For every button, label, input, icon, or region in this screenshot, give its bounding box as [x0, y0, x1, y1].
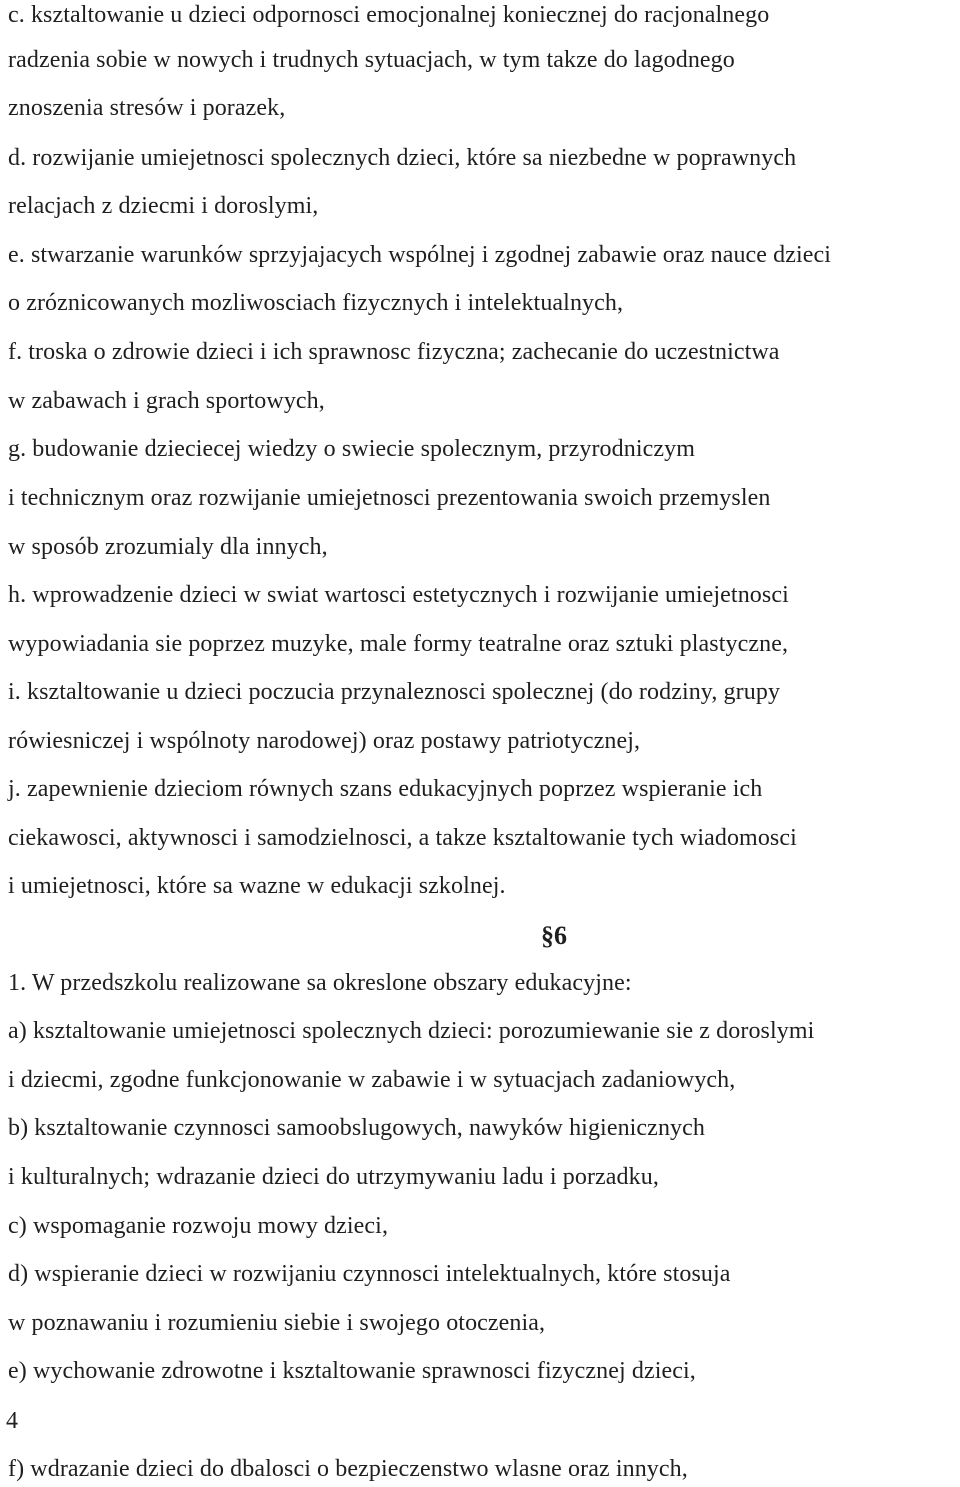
- section-sign-icon: §: [541, 921, 554, 950]
- text-line: b) ksztaltowanie czynnosci samoobslugowych, nawyków higienicznych: [8, 1115, 705, 1141]
- text-line: rówiesniczej i wspólnoty narodowej) oraz postawy patriotycznej,: [8, 728, 641, 754]
- text-line: wypowiadania sie poprzez muzyke, male formy teatralne oraz sztuki plastyczne,: [8, 631, 789, 657]
- text-line: d. rozwijanie umiejetnosci spolecznych dzieci, które sa niezbedne w poprawnych: [8, 145, 797, 171]
- section-number: 6: [554, 921, 567, 950]
- text-line: c. ksztaltowanie u dzieci odpornosci emocjonalnej koniecznej do racjonalnego: [8, 2, 770, 28]
- text-line: f) wdrazanie dzieci do dbalosci o bezpieczenstwo wlasne oraz innych,: [8, 1456, 688, 1482]
- text-line: ciekawosci, aktywnosci i samodzielnosci, a takze ksztaltowanie tych wiadomosci: [8, 825, 797, 851]
- text-line: znoszenia stresów i porazek,: [8, 95, 286, 121]
- text-line: radzenia sobie w nowych i trudnych sytuacjach, w tym takze do lagodnego: [8, 47, 735, 73]
- text-line: o zróznicowanych mozliwosciach fizycznych i intelektualnych,: [8, 290, 624, 316]
- page-number: 4: [6, 1408, 18, 1434]
- text-line: d) wspieranie dzieci w rozwijaniu czynnosci intelektualnych, które stosuja: [8, 1261, 731, 1287]
- text-line: i kulturalnych; wdrazanie dzieci do utrzymywaniu ladu i porzadku,: [8, 1164, 659, 1190]
- text-line: w zabawach i grach sportowych,: [8, 388, 325, 414]
- text-line: e) wychowanie zdrowotne i ksztaltowanie sprawnosci fizycznej dzieci,: [8, 1358, 696, 1384]
- text-line: i umiejetnosci, które sa wazne w edukacji szkolnej.: [8, 873, 506, 899]
- text-line: e. stwarzanie warunków sprzyjajacych wspólnej i zgodnej zabawie oraz nauce dzieci: [8, 242, 832, 268]
- text-line: f. troska o zdrowie dzieci i ich sprawnosc fizyczna; zachecanie do uczestnictwa: [8, 339, 780, 365]
- section-heading: [541, 920, 567, 952]
- text-line: i. ksztaltowanie u dzieci poczucia przynaleznosci spolecznej (do rodziny, grupy: [8, 679, 781, 705]
- text-line: i technicznym oraz rozwijanie umiejetnosci prezentowania swoich przemyslen: [8, 485, 771, 511]
- text-line: w sposób zrozumialy dla innych,: [8, 534, 328, 560]
- text-line: h. wprowadzenie dzieci w swiat wartosci estetycznych i rozwijanie umiejetnosci: [8, 582, 789, 608]
- text-line: w poznawaniu i rozumieniu siebie i swojego otoczenia,: [8, 1310, 546, 1336]
- text-line: g. budowanie dzieciecej wiedzy o swiecie spolecznym, przyrodniczym: [8, 436, 696, 462]
- text-line: c) wspomaganie rozwoju mowy dzieci,: [8, 1213, 389, 1239]
- text-line: relacjach z dziecmi i doroslymi,: [8, 193, 319, 219]
- text-line: a) ksztaltowanie umiejetnosci spolecznych dzieci: porozumiewanie sie z doroslymi: [8, 1018, 815, 1044]
- text-line: i dziecmi, zgodne funkcjonowanie w zabawie i w sytuacjach zadaniowych,: [8, 1067, 736, 1093]
- text-line: 1. W przedszkolu realizowane sa okreslone obszary edukacyjne:: [8, 970, 632, 996]
- text-line: j. zapewnienie dzieciom równych szans edukacyjnych poprzez wspieranie ich: [8, 776, 763, 802]
